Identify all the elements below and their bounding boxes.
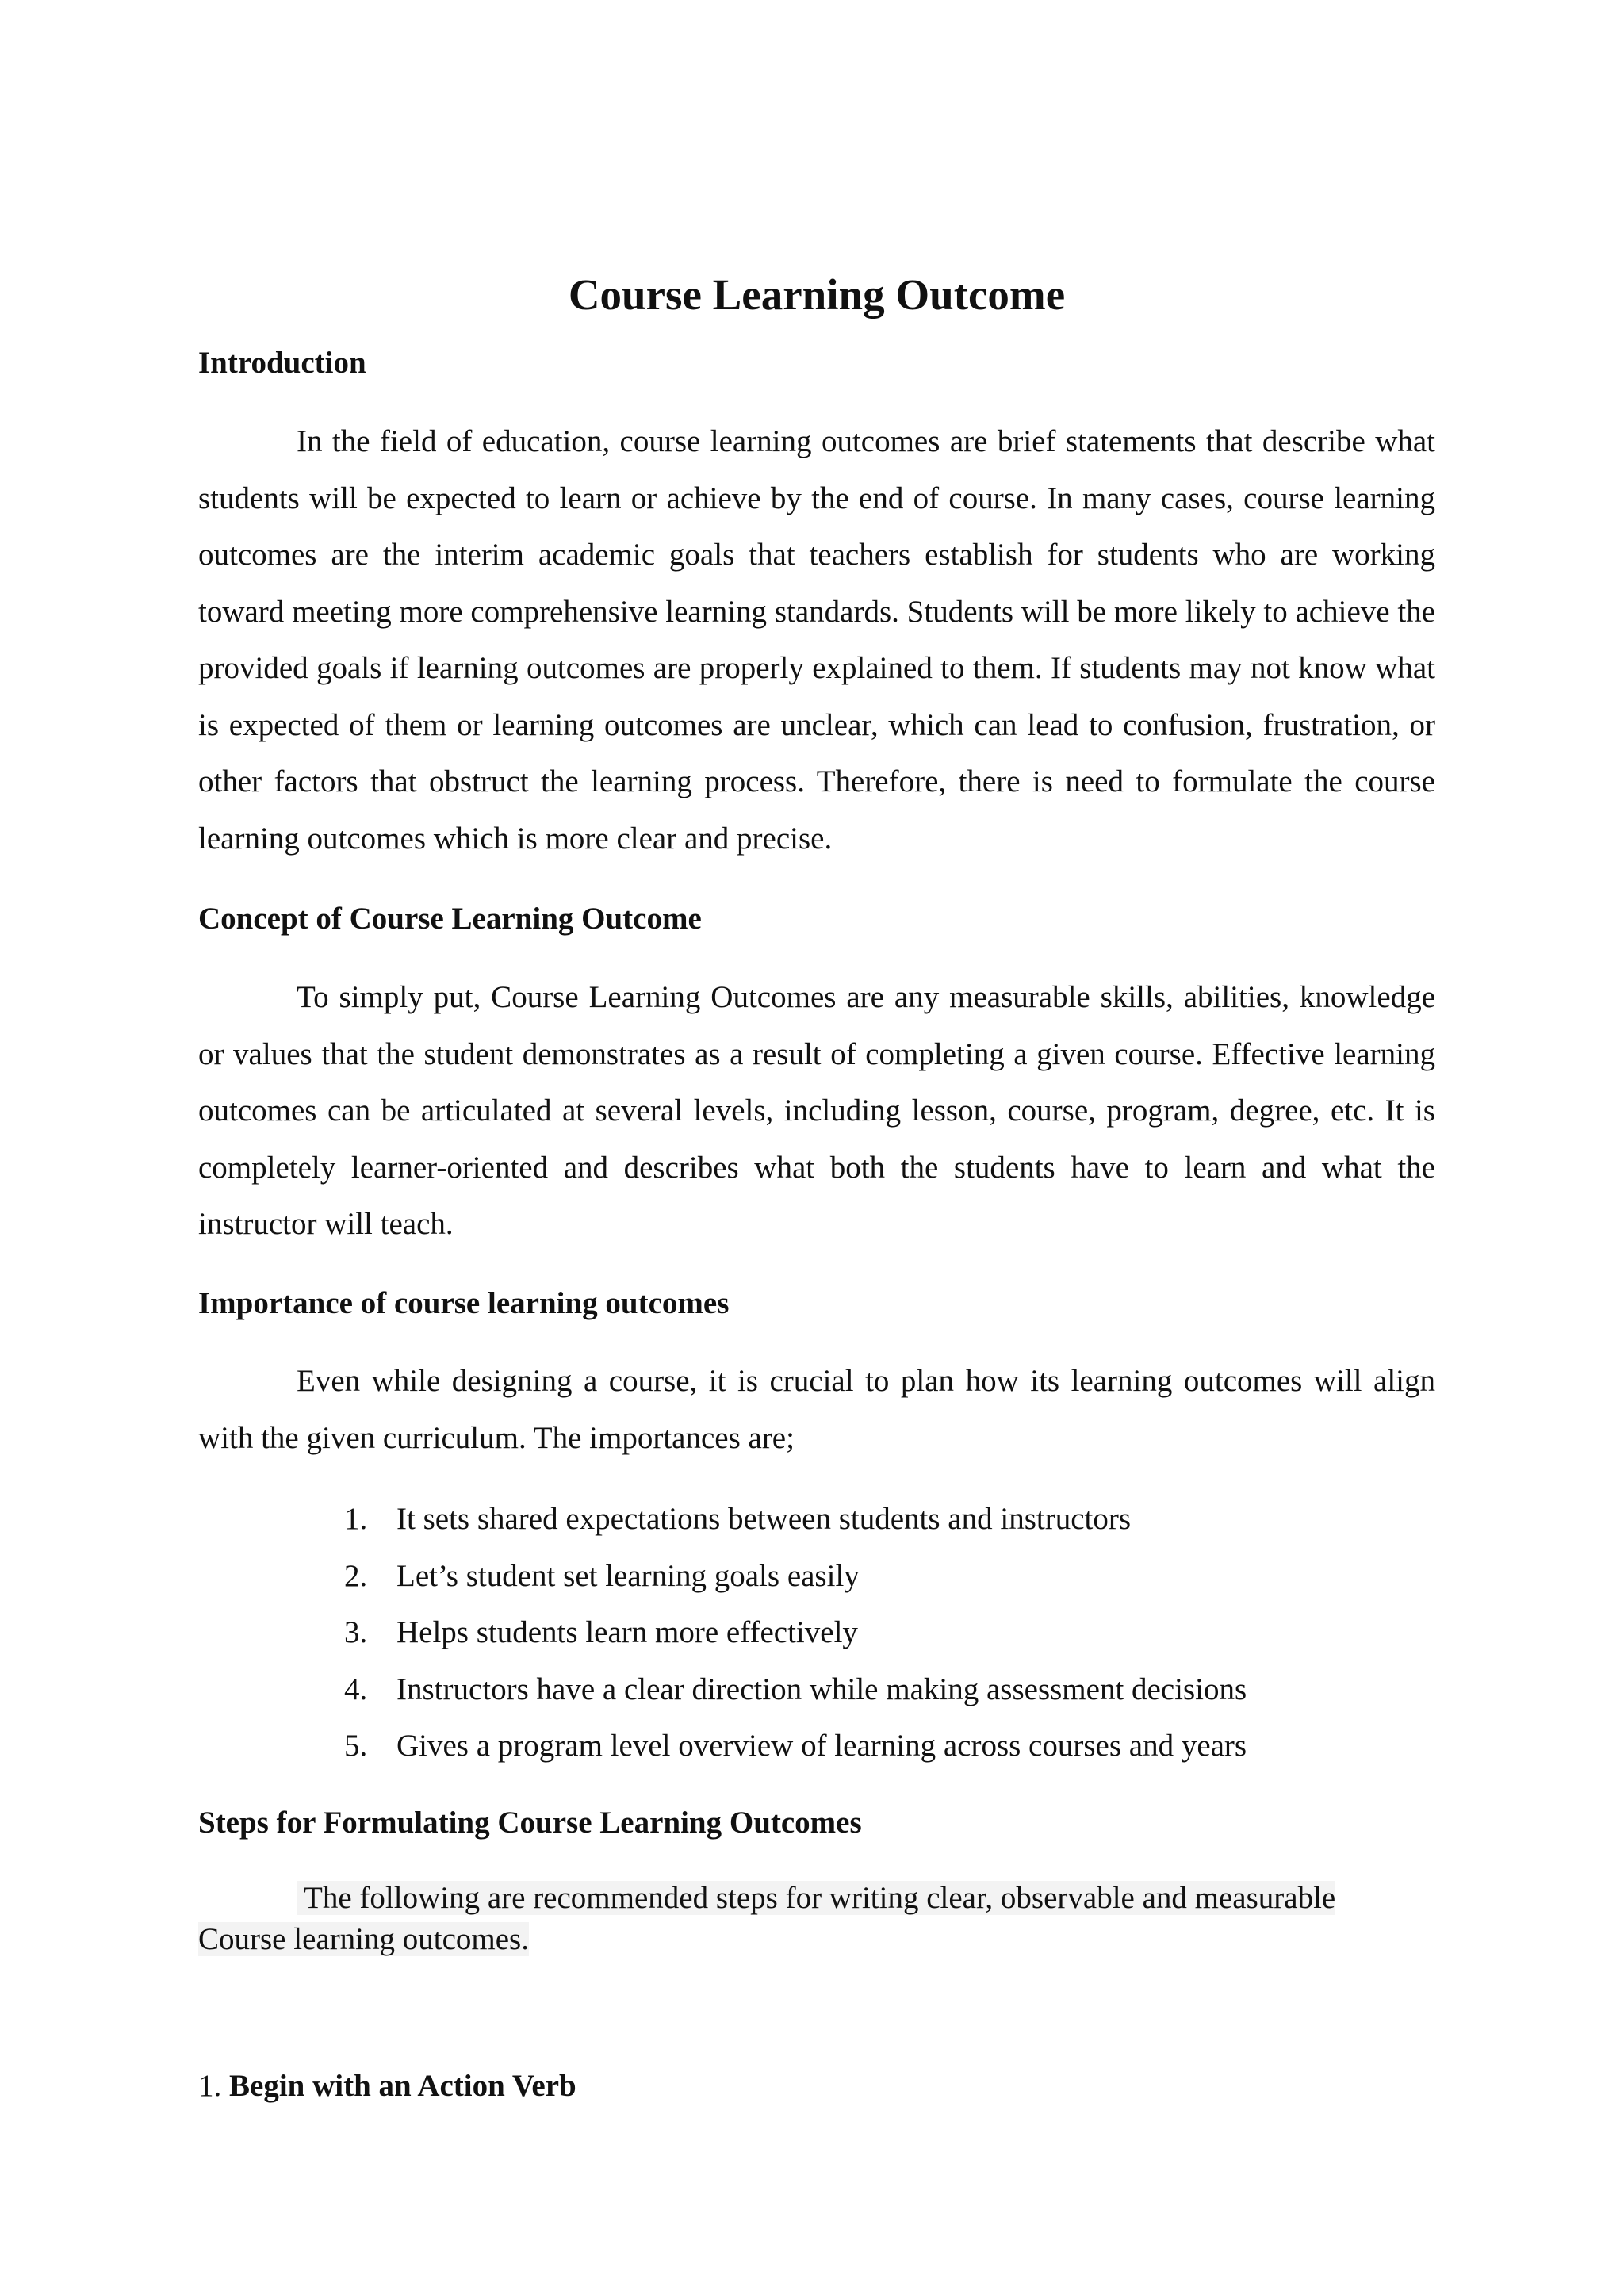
list-number: 1. [344,1502,368,1536]
heading-steps: Steps for Formulating Course Learning Outcomes [198,1806,862,1840]
heading-introduction: Introduction [198,346,366,380]
heading-concept: Concept of Course Learning Outcome [198,902,702,936]
heading-importance: Importance of course learning outcomes [198,1286,730,1320]
paragraph-importance: Even while designing a course, it is crucial to plan how its learning outcomes will align with the given curriculum. The importances are; [198,1364,1435,1455]
list-number: 2. [344,1558,368,1593]
list-text: It sets shared expectations between students and instructors [396,1502,1132,1536]
step-heading-1 [198,2064,576,2108]
paragraph-steps-intro [198,1878,1335,1960]
list-text: Gives a program level overview of learning across courses and years [396,1729,1247,1763]
list-number: 4. [344,1672,368,1706]
list-number: 5. [344,1729,368,1763]
list-number: 3. [344,1615,368,1649]
step-number: 1. [198,2069,229,2103]
page-title: Course Learning Outcome [568,270,1066,319]
list-text: Instructors have a clear direction while making assessment decisions [396,1672,1247,1706]
list-text: Let’s student set learning goals easily [396,1558,860,1593]
paragraph-concept: To simply put, Course Learning Outcomes are any measurable skills, abilities, knowledge or values that the student demonstrates as a result of completing a given course. Effective learning outcomes can be articulated at several levels, including lesson, course, program, degree, etc. It is completely learner-oriented and describes what both the students have to learn and what the instructor will teach. [198,980,1435,1241]
steps-intro-line1: The following are recommended steps for writing clear, observable and measurable [297,1881,1336,1915]
paragraph-introduction: In the field of education, course learning outcomes are brief statements that describe what students will be expected to learn or achieve by the end of course. In many cases, course learning outcomes are the interim academic goals that teachers establish for students who are working toward meeting more comprehensive learning standards. Students will be more likely to achieve the provided goals if learning outcomes are properly explained to them. If students may not know what is expected of them or learning outcomes are unclear, which can lead to confusion, frustration, or other factors that obstruct the learning process. Therefore, there is need to formulate the course learning outcomes which is more clear and precise. [198,424,1435,856]
step-title: Begin with an Action Verb [229,2069,576,2103]
steps-intro-line2: Course learning outcomes. [198,1922,529,1956]
list-text: Helps students learn more effectively [396,1615,858,1649]
